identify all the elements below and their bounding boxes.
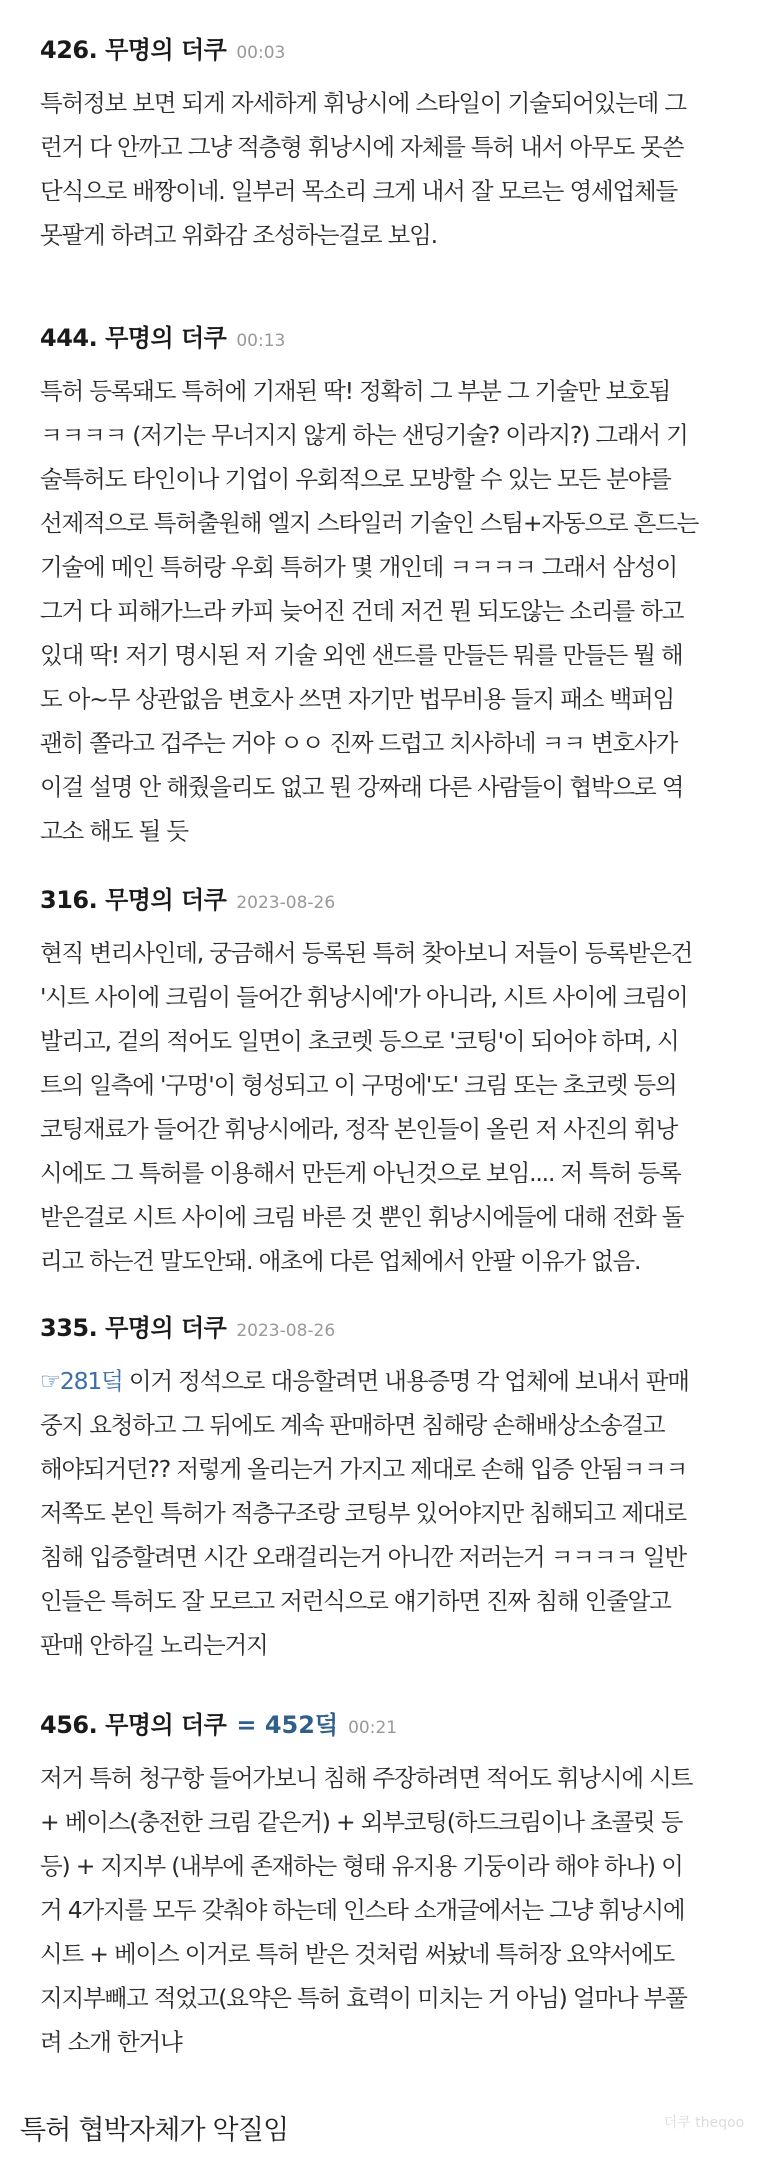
caption-note: 특허 협박자체가 악질임 xyxy=(20,2115,289,2146)
comment-author[interactable]: 444. 무명의 더쿠 xyxy=(40,324,227,352)
comment-time: 00:21 xyxy=(348,1718,398,1738)
comment-444 xyxy=(40,318,745,853)
comment-426 xyxy=(40,30,745,257)
reply-to-link[interactable]: = 452덬 xyxy=(236,1711,339,1739)
reply-reference-link[interactable]: ☞281덬 xyxy=(40,1367,123,1395)
comment-author[interactable]: 335. 무명의 더쿠 xyxy=(40,1314,227,1342)
comment-time: 2023-08-26 xyxy=(236,893,336,913)
comment-335 xyxy=(40,1308,745,1667)
comment-body-text: 이거 정석으로 대응할려면 내용증명 각 업체에 보내서 판매 중지 요청하고 그 뒤에도 계속 판매하면 침해랑 손해배상소송걸고 해야되거던?? 저렇게 올리는거 가지고 제대로 손해 입증 안됨ㅋㅋㅋ 저쪽도 본인 특허가 적층구조랑 코팅부 있어야지만 침해되고 제대로 침해 입증할려면 시간 오래걸리는거 아니깐 저러는거 ㅋㅋㅋㅋ 일반 인들은 특허도 잘 모르고 저런식으로 얘기하면 진짜 침해 인줄알고 판매 안하길 노리는거지 xyxy=(40,1367,689,1659)
comment-body xyxy=(40,1359,745,1667)
comment-header xyxy=(40,880,745,915)
comment-body: 특허정보 보면 되게 자세하게 휘낭시에 스타일이 기술되어있는데 그 런거 다 안까고 그냥 적층형 휘낭시에 자체를 특허 내서 아무도 못쓴 단식으로 배짱이네. 일부러 목소리 크게 내서 잘 모르는 영세업체들 못팔게 하려고 위화감 조성하는걸로 보임. xyxy=(40,89,686,249)
watermark-logo: 더쿠 theqoo xyxy=(663,2115,745,2131)
comment-456 xyxy=(40,1705,745,2064)
comment-author[interactable]: 316. 무명의 더쿠 xyxy=(40,886,227,914)
comment-author[interactable]: 456. 무명의 더쿠 xyxy=(40,1711,227,1739)
comment-body: 저거 특허 청구항 들어가보니 침해 주장하려면 적어도 휘낭시에 시트 + 베이스(충전한 크림 같은거) + 외부코팅(하드크림이나 초콜릿 등 등) + 지지부 (내부에 존재하는 형태 유지용 기둥이라 해야 하나) 이 거 4가지를 모두 갖춰야 하는데 인스타 소개글에서는 그냥 휘낭시에 시트 + 베이스 이거로 특허 받은 것처럼 써놨네 특허장 요약서에도 지지부빼고 적었고(요약은 특허 효력이 미치는 거 아님) 얼마나 부풀 려 소개 한거냐 xyxy=(40,1764,693,2056)
comment-time: 00:13 xyxy=(236,331,286,351)
comment-time: 00:03 xyxy=(236,43,286,63)
comment-body: 현직 변리사인데, 궁금해서 등록된 특허 찾아보니 저들이 등록받은건 '시트 사이에 크림이 들어간 휘낭시에'가 아니라, 시트 사이에 크림이 발리고, 겉의 적어도 일면이 초코렛 등으로 '코팅'이 되어야 하며, 시 트의 일측에 '구멍'이 형성되고 이 구멍에'도' 크림 또는 초코렛 등의 코팅재료가 들어간 휘낭시에라, 정작 본인들이 올린 저 사진의 휘낭 시에도 그 특허를 이용해서 만든게 아닌것으로 보임.... 저 특허 등록 받은걸로 시트 사이에 크림 바른 것 뿐인 휘낭시에들에 대해 전화 돌 리고 하는건 말도안돼. 애초에 다른 업체에서 안팔 이유가 없음. xyxy=(40,939,693,1275)
comment-body: 특허 등록돼도 특허에 기재된 딱! 정확히 그 부분 그 기술만 보호됨 ㅋㅋㅋㅋ (저기는 무너지지 않게 하는 샌딩기술? 이라지?) 그래서 기 술특허도 타인이나 기업이 우회적으로 모방할 수 있는 모든 분야를 선제적으로 특허출원해 엘지 스타일러 기술인 스팀+자동으로 흔드는 기술에 메인 특허랑 우회 특허가 몇 개인데 ㅋㅋㅋㅋ 그래서 삼성이 그거 다 피해가느라 카피 늦어진 건데 저건 뭔 되도않는 소리를 하고 있대 딱! 저기 명시된 저 기술 외엔 샌드를 만들든 뭐를 만들든 뭘 해 도 아~무 상관없음 변호사 쓰면 자기만 법무비용 들지 패소 백퍼임 괜히 쫄라고 겁주는 거야 ㅇㅇ 진짜 드럽고 치사하네 ㅋㅋ 변호사가 이걸 설명 안 해줬을리도 없고 뭔 강짜래 다른 사람들이 협박으로 역 고소 해도 될 듯 xyxy=(40,377,699,845)
comment-316 xyxy=(40,880,745,1283)
comment-header xyxy=(40,30,745,65)
comment-header xyxy=(40,1308,745,1343)
comment-header xyxy=(40,1705,745,1740)
comment-header xyxy=(40,318,745,353)
comment-author[interactable]: 426. 무명의 더쿠 xyxy=(40,36,227,64)
comment-time: 2023-08-26 xyxy=(236,1321,336,1341)
